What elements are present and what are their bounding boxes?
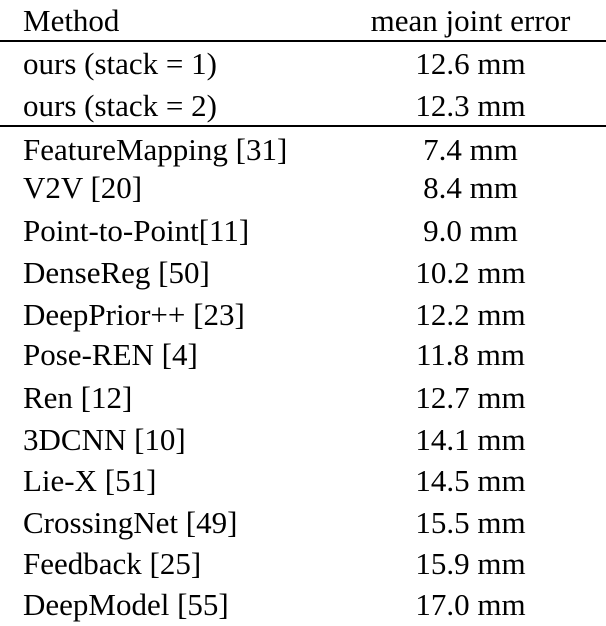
table-row [0,460,606,502]
row-method: V2V [20] [23,170,143,205]
row-error: 7.4 mm [423,132,518,167]
group-rule [0,125,606,127]
row-method: ours (stack = 2) [23,88,217,123]
row-method: CrossingNet [49] [23,505,238,540]
row-error: 15.9 mm [415,546,526,581]
row-method: Feedback [25] [23,546,202,581]
row-method: Pose-REN [4] [23,337,198,372]
table-row [0,584,606,626]
row-method: Point-to-Point[11] [23,213,250,248]
table-row [0,377,606,419]
row-error: 10.2 mm [415,255,526,290]
table-row [0,419,606,461]
header-error: mean joint error [370,3,571,38]
row-method: ours (stack = 1) [23,46,217,81]
row-error: 17.0 mm [415,587,526,622]
row-method: DeepPrior++ [23] [23,297,245,332]
row-error: 12.6 mm [415,46,526,81]
table-row [0,294,606,336]
row-method: 3DCNN [10] [23,422,186,457]
row-error: 14.1 mm [415,422,526,457]
table-row [0,85,606,127]
table-row [0,210,606,252]
table-row [0,129,606,171]
row-error: 12.7 mm [415,380,526,415]
table-row [0,252,606,294]
table-row [0,334,606,376]
header-rule [0,40,606,42]
row-method: DenseReg [50] [23,255,210,290]
header-method: Method [23,3,120,38]
header-row [0,0,606,42]
row-method: Ren [12] [23,380,133,415]
row-method: DeepModel [55] [23,587,229,622]
row-method: FeatureMapping [31] [23,132,288,167]
row-error: 12.3 mm [415,88,526,123]
row-method: Lie-X [51] [23,463,157,498]
row-error: 9.0 mm [423,213,518,248]
row-error: 14.5 mm [415,463,526,498]
table-row [0,43,606,85]
table-row [0,167,606,209]
table-row [0,543,606,585]
row-error: 12.2 mm [415,297,526,332]
row-error: 15.5 mm [415,505,526,540]
row-error: 11.8 mm [415,337,526,372]
table-row [0,502,606,544]
row-error: 8.4 mm [423,170,518,205]
